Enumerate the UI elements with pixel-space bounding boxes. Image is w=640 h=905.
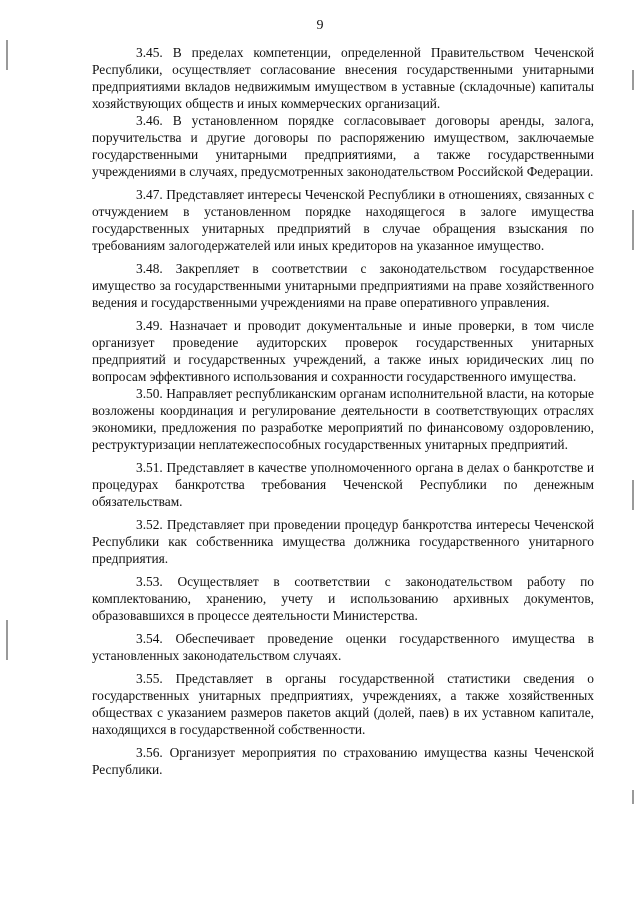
paragraph-3-55: 3.55. Представляет в органы государственной статистики сведения о государственных унитарных предприятиях, учреждениях, а также хозяйственных обществах с указанием размеров пакетов акций (долей, паев) в их уставном капитале, находящихся в государственной собственности. bbox=[92, 671, 594, 737]
paragraph-3-52: 3.52. Представляет при проведении процедур банкротства интересы Чеченской Республики как собственника имущества должника государственного унитарного предприятия. bbox=[92, 517, 594, 566]
paragraph-3-56: 3.56. Организует мероприятия по страхованию имущества казны Чеченской Республики. bbox=[92, 745, 594, 777]
scan-edge-right bbox=[632, 70, 634, 90]
paragraph-3-45: 3.45. В пределах компетенции, определенной Правительством Чеченской Республики, осуществляет согласование внесения государственными унитарными предприятиями вкладов недвижимым имуществом в уставные (складочные) капиталы хозяйствующих обществ и иных коммерческих организаций. bbox=[92, 45, 594, 111]
page-number: 9 bbox=[316, 18, 324, 33]
paragraph-3-51: 3.51. Представляет в качестве уполномоченного органа в делах о банкротстве и процедурах банкротства требования Чеченской Республики по денежным обязательствам. bbox=[92, 460, 594, 509]
paragraph-3-49: 3.49. Назначает и проводит документальные и иные проверки, в том числе организует проведение аудиторских проверок государственных унитарных предприятий и государственных учреждений, а также иных юридических лиц по вопросам эффективного использования и сохранности государственного имущества. bbox=[92, 318, 594, 384]
paragraph-3-48: 3.48. Закрепляет в соответствии с законодательством государственное имущество за государственными унитарными предприятиями на праве хозяйственного ведения и государственными учреждениями на праве оперативного управления. bbox=[92, 261, 594, 310]
scan-edge-left bbox=[6, 620, 8, 660]
scan-edge-right bbox=[632, 790, 634, 804]
scan-edge-right bbox=[632, 480, 634, 510]
document-body bbox=[92, 44, 594, 778]
paragraph-3-50: 3.50. Направляет республиканским органам исполнительной власти, на которые возложены координация и регулирование деятельности в соответствующих отраслях экономики, предложения по разработке мероприятий по финансовому оздоровлению, реструктуризации неплатежеспособных государственных унитарных предприятий. bbox=[92, 386, 594, 452]
scan-edge-left bbox=[6, 40, 8, 70]
paragraph-3-46: 3.46. В установленном порядке согласовывает договоры аренды, залога, поручительства и другие договоры по распоряжению имуществом, заключаемые государственными унитарными предприятиями, а также государственными учреждениями в случаях, предусмотренных законодательством Российской Федерации. bbox=[92, 113, 594, 179]
paragraph-3-47: 3.47. Представляет интересы Чеченской Республики в отношениях, связанных с отчуждением в установленном порядке находящегося в залоге имущества государственных унитарных предприятий в случае обращения взыскания по требованиям залогодержателей или иных кредиторов на указанное имущество. bbox=[92, 187, 594, 253]
paragraph-3-53: 3.53. Осуществляет в соответствии с законодательством работу по комплектованию, хранению, учету и использованию архивных документов, образовавшихся в процессе деятельности Министерства. bbox=[92, 574, 594, 623]
paragraph-3-54: 3.54. Обеспечивает проведение оценки государственного имущества в установленных законодательством случаях. bbox=[92, 631, 594, 663]
scan-edge-right bbox=[632, 210, 634, 250]
